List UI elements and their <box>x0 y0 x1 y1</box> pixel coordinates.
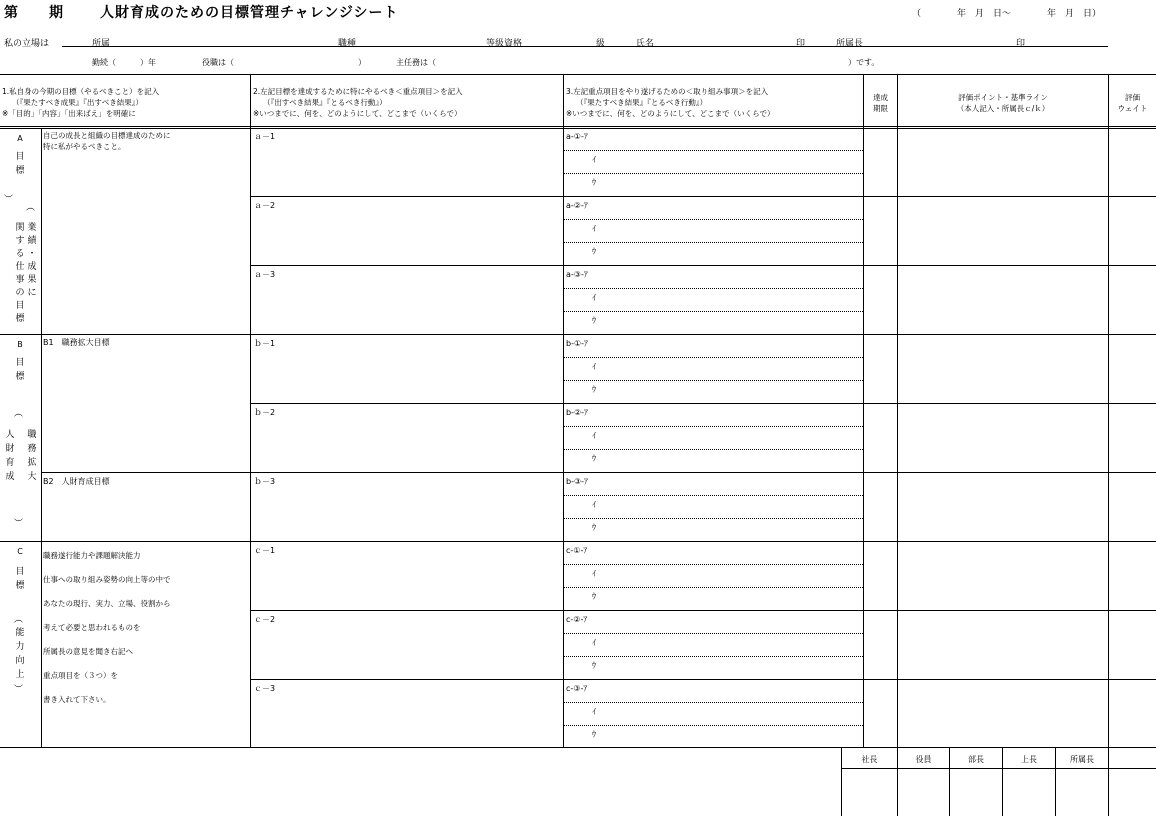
col2-header: 2.左記目標を達成するために特にやるべき＜重点項目＞を記入 （『出すべき結果』『とるべき行動』） ※いつまでに、何を、どのようにして、どこまで（いくらで） <box>253 87 463 118</box>
sub-b2-u[interactable]: ｳ <box>592 454 596 463</box>
sub-a1-a[interactable]: a-①-ｱ <box>566 132 588 141</box>
item-a-3[interactable]: ａ－3 <box>254 270 276 279</box>
sub-c1-a[interactable]: c-①-ｱ <box>566 546 588 555</box>
role-field[interactable]: 役職は（ <box>202 58 234 67</box>
section-c-paren-open: ︵ <box>14 615 24 625</box>
sub-c2-a[interactable]: c-②-ｱ <box>566 615 588 624</box>
sub-b2-a[interactable]: b-②-ｱ <box>566 408 589 417</box>
sub-a2-u[interactable]: ｳ <box>592 247 596 256</box>
section-a-vtext-2: 業 績 ・ 成 果 に <box>27 223 37 298</box>
tenure-field[interactable]: 勤続（ ）年 <box>92 58 156 67</box>
item-b-2[interactable]: ｂ－2 <box>254 408 276 417</box>
sub-b3-u[interactable]: ｳ <box>592 523 596 532</box>
sub-b1-u[interactable]: ｳ <box>592 385 596 394</box>
sub-b1-a[interactable]: b-①-ｱ <box>566 339 589 348</box>
section-b-paren-open: ︵ <box>14 409 24 419</box>
item-c-2[interactable]: ｃ－2 <box>254 615 276 624</box>
section-b-vtext-1: 人 財 育 成 <box>5 430 15 482</box>
sub-c3-u[interactable]: ｳ <box>592 730 596 739</box>
section-c-paren-close: ︶ <box>14 685 24 695</box>
sub-c3-i[interactable]: ｲ <box>592 707 596 716</box>
item-c-3[interactable]: ｃ－3 <box>254 684 276 693</box>
main-duty-field[interactable]: 主任務は（ <box>396 58 436 67</box>
sub-c2-u[interactable]: ｳ <box>592 661 596 670</box>
sub-a1-u[interactable]: ｳ <box>592 178 596 187</box>
sub-a1-i[interactable]: ｲ <box>592 155 596 164</box>
approval-officer[interactable]: 役員 <box>915 755 932 764</box>
section-a-paren-open: ︶ <box>4 195 14 205</box>
eval-header: 評価ポイント・基準ライン （本人記入・所属長ｃ/ｋ） <box>956 93 1050 113</box>
dept-label[interactable]: 所属 <box>92 39 111 49</box>
role-close: ） <box>358 58 366 67</box>
main-duty-close: ）です。 <box>848 58 880 67</box>
section-b-vtext-2: 職 務 拡 大 <box>27 430 37 482</box>
sub-c3-a[interactable]: c-③-ｱ <box>566 684 588 693</box>
section-a-paren-close: ︵ <box>26 203 36 213</box>
date-range[interactable]: （ 年 月 日～ 年 月 日） <box>912 9 1102 19</box>
approval-president[interactable]: 社長 <box>861 755 878 764</box>
term-label: 第 期 <box>4 5 64 21</box>
sub-a3-u[interactable]: ｳ <box>592 316 596 325</box>
section-c-label: C 目 標 <box>15 547 25 591</box>
sub-a2-a[interactable]: a-②-ｱ <box>566 201 588 210</box>
sub-b3-i[interactable]: ｲ <box>592 500 596 509</box>
item-a-1[interactable]: ａ－1 <box>254 132 276 141</box>
section-a-desc: 自己の成長と組織の目標達成のために 特に私がやるべきこと。 <box>43 131 171 151</box>
supervisor-label[interactable]: 所属長 <box>836 39 864 49</box>
b1-label: B1 職務拡大目標 <box>43 338 110 347</box>
sub-b3-a[interactable]: b-③-ｱ <box>566 477 589 486</box>
section-b-paren-close: ︶ <box>14 519 24 529</box>
sub-a2-i[interactable]: ｲ <box>592 224 596 233</box>
achieve-header: 達成 期限 <box>873 93 888 113</box>
approval-superior[interactable]: 上長 <box>1021 755 1037 764</box>
approval-supervisor[interactable]: 所属長 <box>1070 755 1094 764</box>
page-title: 人財育成のための目標管理チャレンジシート <box>100 5 399 21</box>
section-a-vtext-1: 関 す る 仕 事 の 目 標 <box>15 223 25 324</box>
b2-label: B2 人財育成目標 <box>43 477 110 486</box>
section-b-label: B 目 標 <box>15 340 25 382</box>
grade-unit: 級 <box>596 39 606 49</box>
sub-c1-i[interactable]: ｲ <box>592 569 596 578</box>
item-b-1[interactable]: ｂ－1 <box>254 339 276 348</box>
section-c-desc: 職務遂行能力や課題解決能力 仕事への取り組み姿勢の向上等の中で あなたの現行、実力、立場、役割から 考えて必要と思われるものを 所属長の意見を聞き右記へ 重点項目を（３つ）を 書き入れて下さい。 <box>43 551 171 704</box>
sub-b2-i[interactable]: ｲ <box>592 431 596 440</box>
seal-1: 印 <box>796 39 806 49</box>
seal-2: 印 <box>1016 39 1026 49</box>
sub-c2-i[interactable]: ｲ <box>592 638 596 647</box>
name-label[interactable]: 氏名 <box>636 39 655 49</box>
job-type-label[interactable]: 職種 <box>338 39 357 49</box>
sub-c1-u[interactable]: ｳ <box>592 592 596 601</box>
section-a-label: A 目 標 <box>15 134 25 176</box>
weight-header: 評価 ウェイト <box>1117 93 1148 113</box>
item-a-2[interactable]: ａ－2 <box>254 201 276 210</box>
sub-a3-i[interactable]: ｲ <box>592 293 596 302</box>
section-c-vtext: 能 力 向 上 <box>15 628 25 680</box>
item-c-1[interactable]: ｃ－1 <box>254 546 276 555</box>
my-position-label: 私の立場は <box>4 39 50 49</box>
sub-a3-a[interactable]: a-③-ｱ <box>566 270 588 279</box>
sub-b1-i[interactable]: ｲ <box>592 362 596 371</box>
approval-dept-head[interactable]: 部長 <box>968 755 984 764</box>
col1-header: 1.私自身の今期の目標（やるべきこと）を記入 （『果たすべき成果』『出すべき結果』） ※「目的」「内容」「出来ばえ」を明確に <box>2 87 160 118</box>
col3-header: 3.左記重点項目をやり遂げるための＜取り組み事項＞を記入 （『果たすべき結果』『とるべき行動』） ※いつまでに、何を、どのようにして、どこまで（いくらで） <box>566 87 775 118</box>
grade-label[interactable]: 等級資格 <box>486 39 523 49</box>
item-b-3[interactable]: ｂ－3 <box>254 477 276 486</box>
